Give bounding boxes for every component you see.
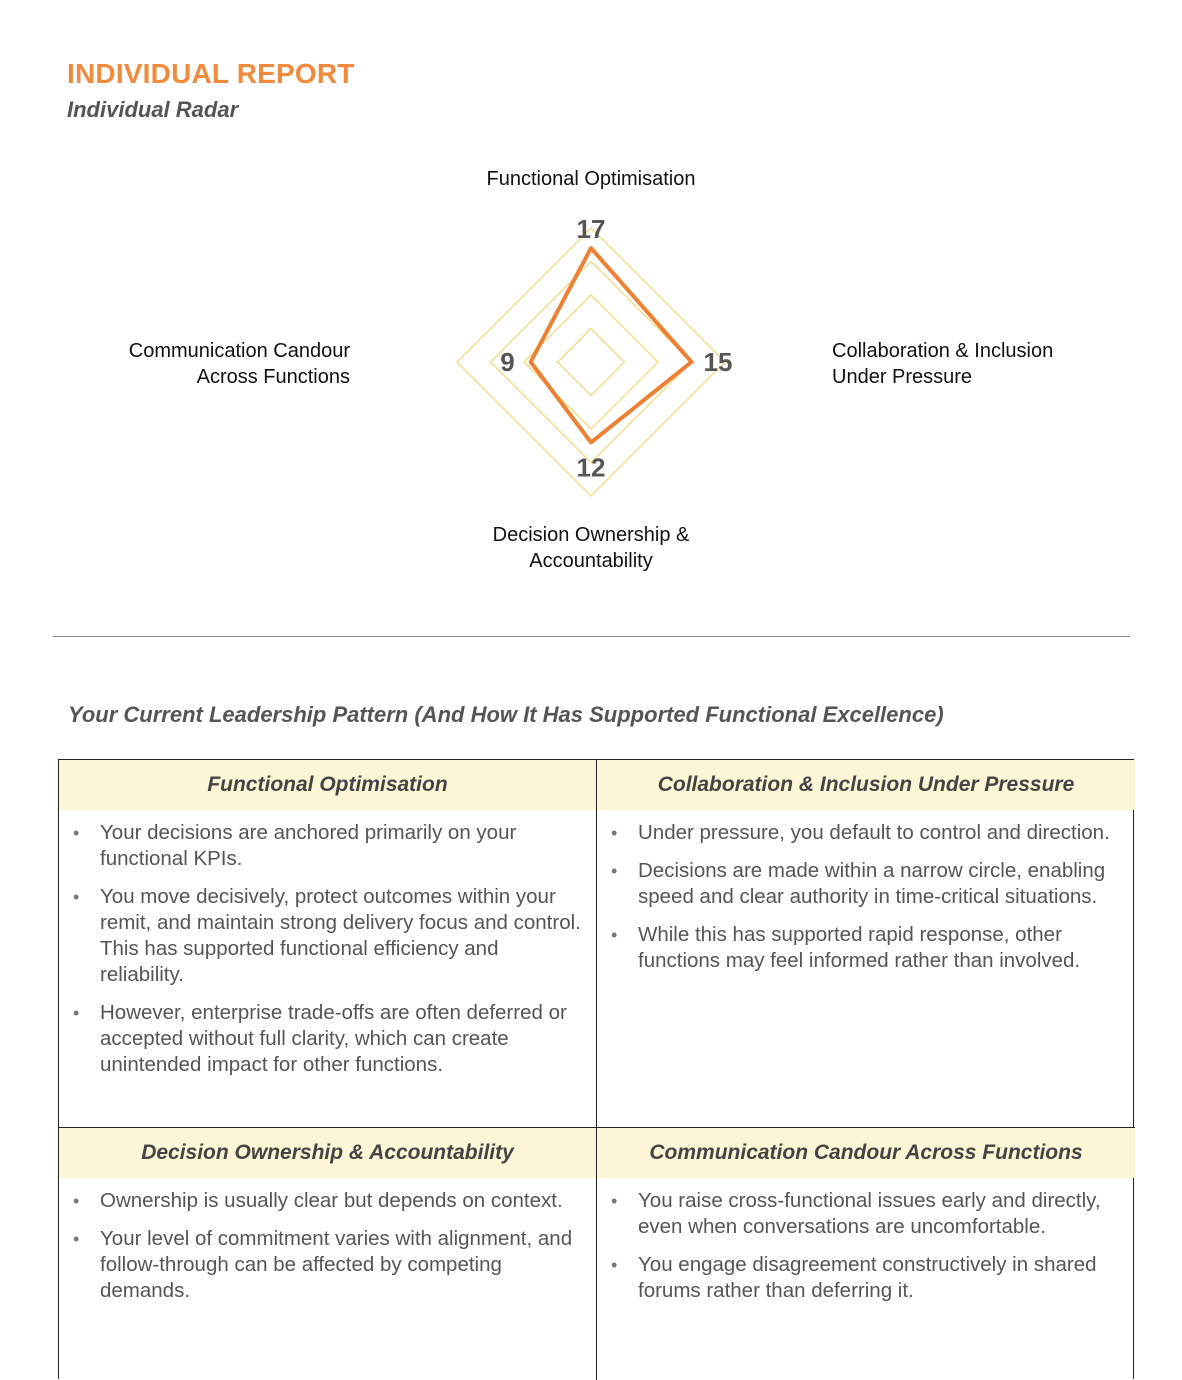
radar-grid-ring-1 xyxy=(558,329,625,396)
bullet-item: • You move decisively, protect outcomes within your remit, and maintain strong delivery focus and control. This has supported functional efficiency and reliability. xyxy=(73,884,582,988)
bullet-list xyxy=(597,1178,1135,1304)
card-title: Collaboration & Inclusion Under Pressure xyxy=(597,760,1135,810)
axis-label-line: Communication Candour xyxy=(128,340,350,362)
bullet-item: • You raise cross-functional issues early and directly, even when conversations are uncomfortable. xyxy=(611,1188,1121,1240)
axis-label-line: Accountability xyxy=(529,550,653,572)
report-title: INDIVIDUAL REPORT xyxy=(67,58,355,89)
radar-chart xyxy=(0,0,1182,620)
bullet-item: • Your level of commitment varies with alignment, and follow-through can be affected by competing demands. xyxy=(73,1226,582,1304)
report-subtitle: Individual Radar xyxy=(67,97,239,122)
radar-grid-ring-2 xyxy=(524,295,658,429)
axis-label-line: Decision Ownership & xyxy=(492,524,690,546)
bullet-item: • You engage disagreement constructively in shared forums rather than deferring it. xyxy=(611,1252,1121,1304)
bullet-item: • Your decisions are anchored primarily on your functional KPIs. xyxy=(73,820,582,872)
section-divider xyxy=(53,636,1130,637)
radar-series-line xyxy=(531,248,692,442)
bullet-list xyxy=(59,1178,596,1304)
card-title: Decision Ownership & Accountability xyxy=(59,1128,596,1178)
bullet-item: • Ownership is usually clear but depends on context. xyxy=(73,1188,582,1214)
bullet-item: • Under pressure, you default to control and direction. xyxy=(611,820,1121,846)
bullet-item: • However, enterprise trade-offs are often deferred or accepted without full clarity, which can create unintended impact for other functions. xyxy=(73,1000,582,1078)
axis-label-line: Across Functions xyxy=(196,366,350,388)
bullet-list xyxy=(597,810,1135,974)
radar-grid-ring-3 xyxy=(491,262,692,463)
bullet-list xyxy=(59,810,596,1078)
axis-label-text: Functional Optimisation xyxy=(486,168,696,190)
value-label-communication: 9 xyxy=(500,347,515,377)
value-label-functional-optimisation: 17 xyxy=(576,214,606,245)
value-label-collaboration: 15 xyxy=(703,347,733,377)
card-functional-optimisation xyxy=(59,760,597,1128)
bullet-item: • Decisions are made within a narrow circle, enabling speed and clear authority in time-critical situations. xyxy=(611,858,1121,910)
axis-label-line: Collaboration & Inclusion xyxy=(832,340,1054,362)
card-decision-ownership xyxy=(59,1128,597,1380)
section-heading: Your Current Leadership Pattern (And How It Has Supported Functional Excellence) xyxy=(68,702,944,727)
card-communication-candour xyxy=(597,1128,1135,1380)
card-title: Communication Candour Across Functions xyxy=(597,1128,1135,1178)
axis-label-line: Under Pressure xyxy=(832,366,973,388)
value-label-decision-ownership: 12 xyxy=(576,452,606,483)
bullet-item: • While this has supported rapid response, other functions may feel informed rather than involved. xyxy=(611,922,1121,974)
card-title: Functional Optimisation xyxy=(59,760,596,810)
card-collaboration-inclusion xyxy=(597,760,1135,1128)
leadership-pattern-grid xyxy=(58,759,1134,1379)
